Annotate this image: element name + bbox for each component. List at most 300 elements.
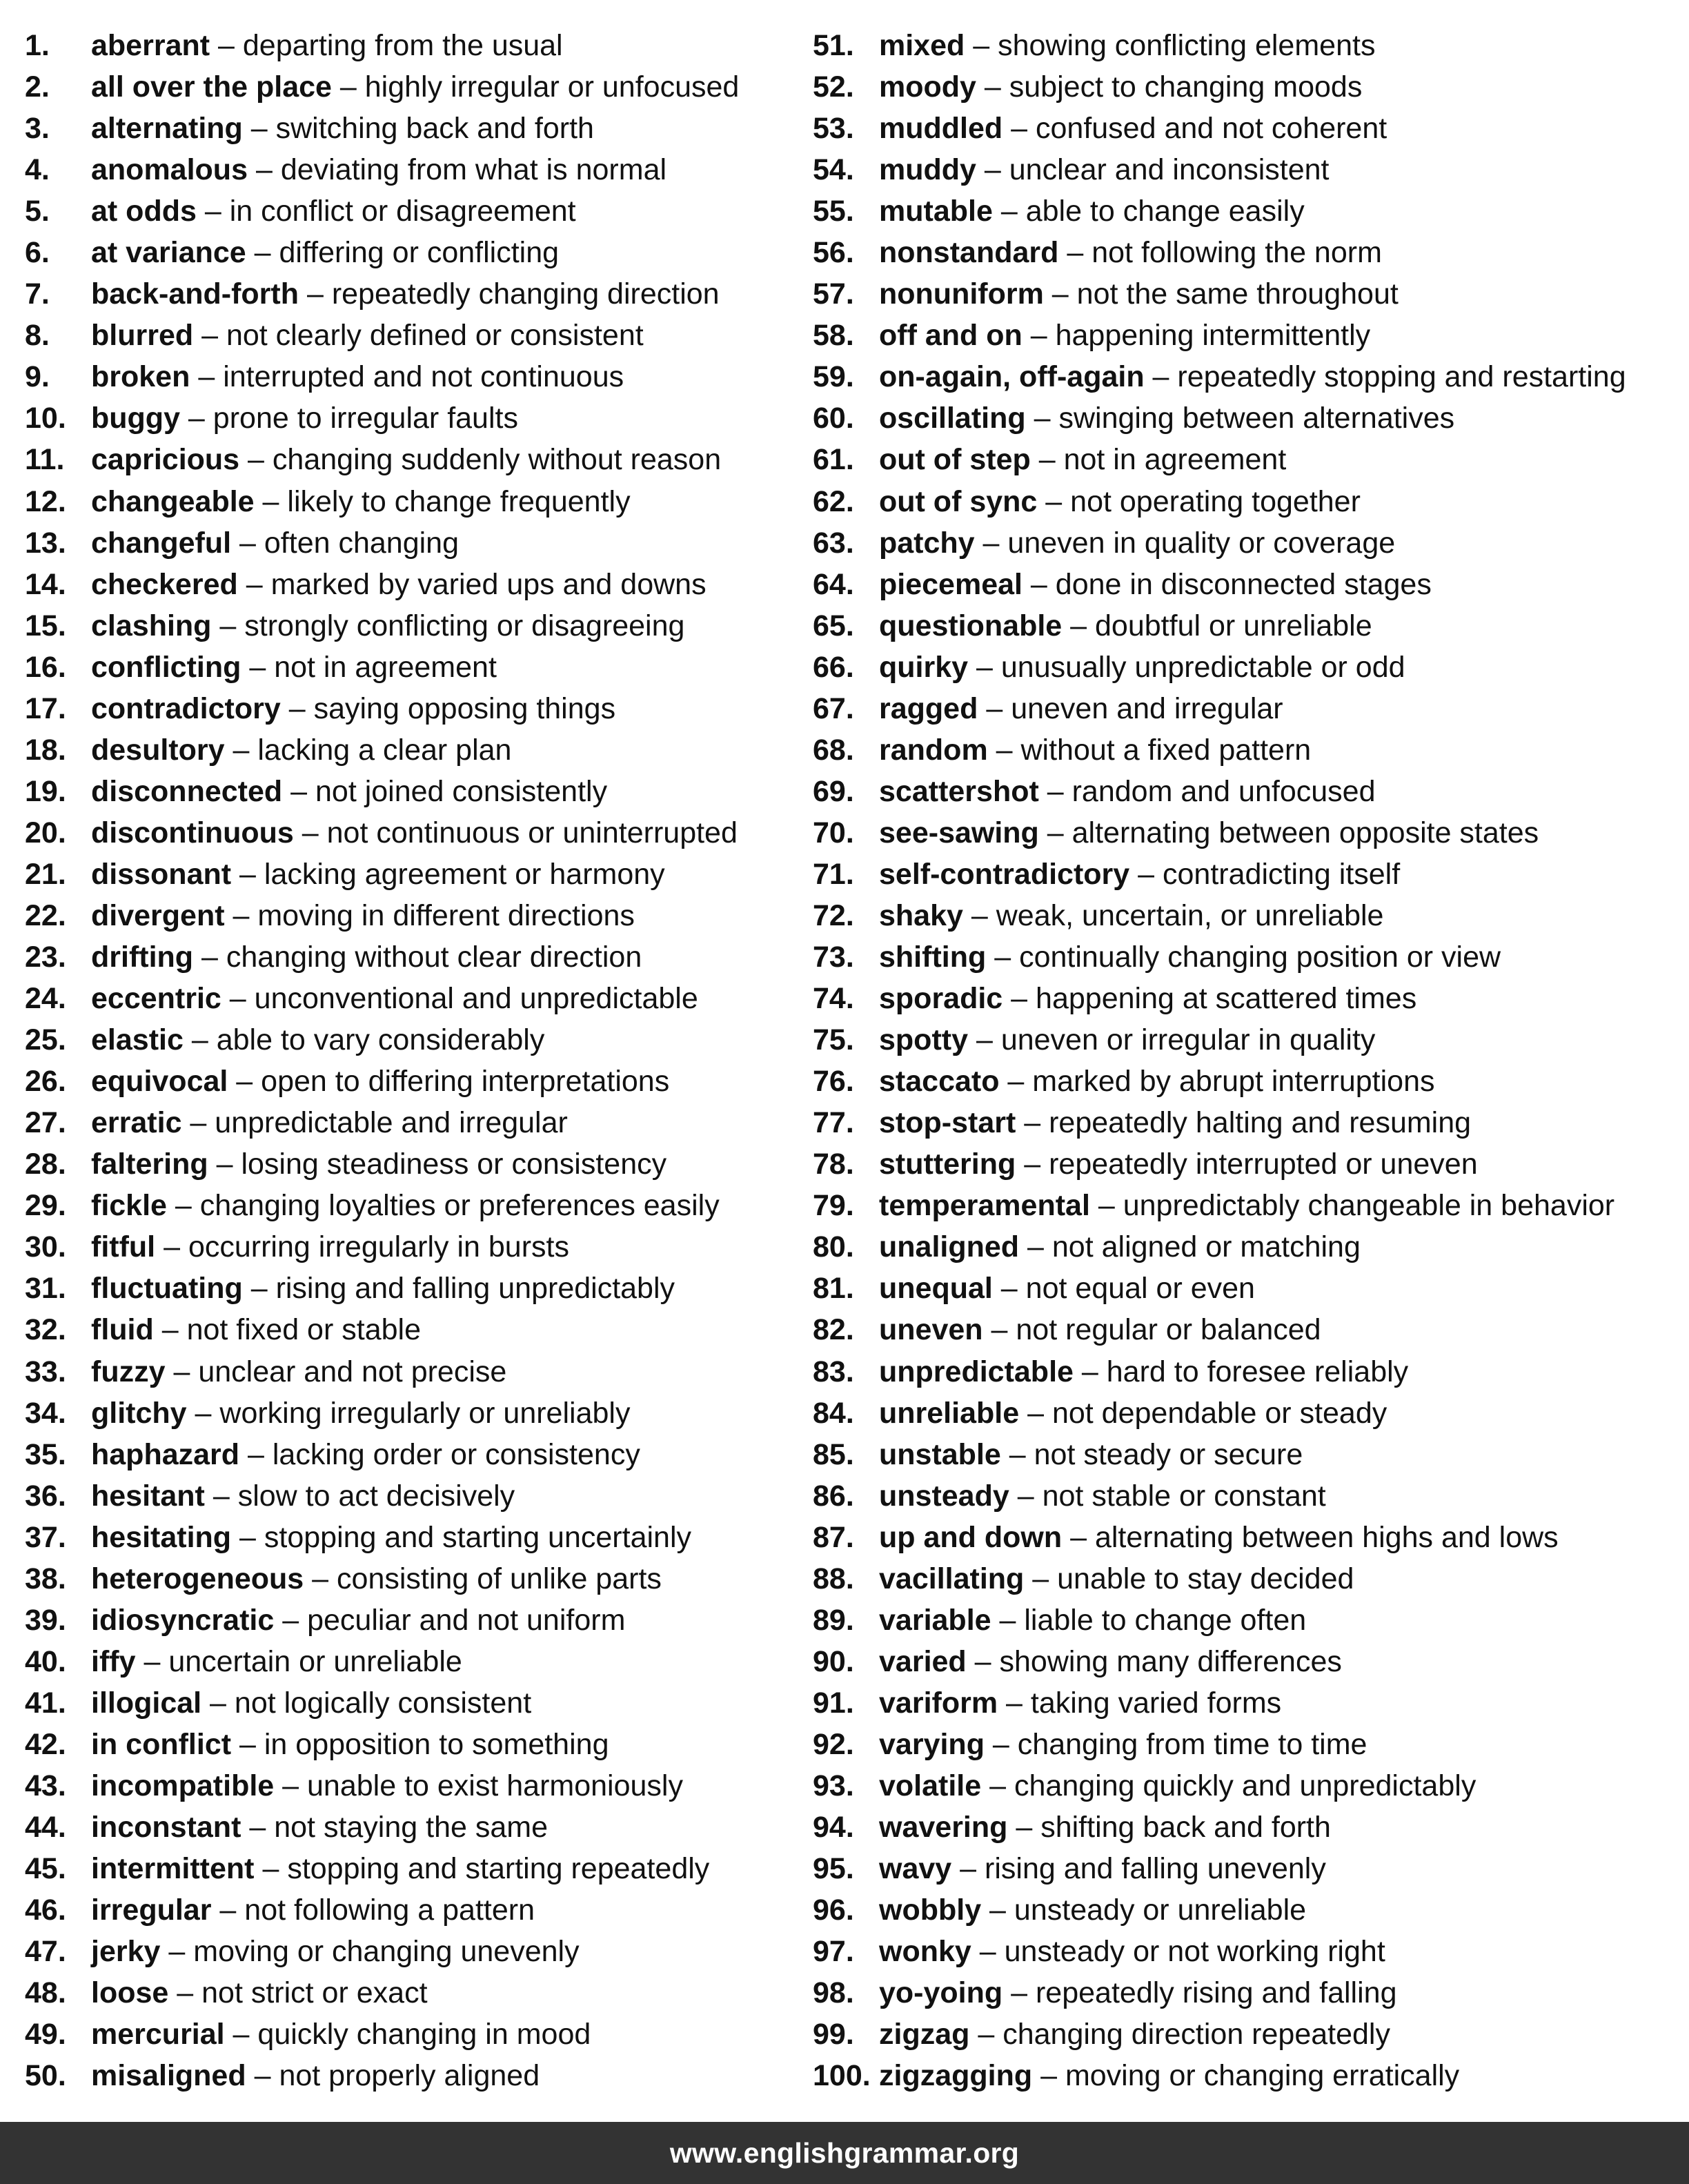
entry-text <box>879 315 1370 356</box>
entry-word: intermittent <box>91 1852 255 1886</box>
entry-definition: not strict or exact <box>201 1976 428 2010</box>
list-item <box>813 356 1683 397</box>
entry-text <box>879 1102 1471 1143</box>
entry-text <box>91 936 642 978</box>
entry-separator: – <box>248 153 281 187</box>
entry-separator: – <box>1043 277 1077 311</box>
entry-word: divergent <box>91 898 225 932</box>
entry-number: 71. <box>813 857 854 891</box>
entry-separator: – <box>242 112 276 146</box>
entry-number: 61. <box>813 443 854 477</box>
entry-word: questionable <box>879 609 1063 642</box>
entry-separator: – <box>1144 360 1178 394</box>
entry-separator: – <box>165 1355 199 1388</box>
entry-separator: – <box>201 1686 235 1720</box>
entry-text <box>879 1393 1387 1434</box>
list-item <box>25 854 804 895</box>
footer-bar <box>0 2122 1689 2184</box>
entry-text <box>91 25 563 66</box>
entry-separator: – <box>1129 857 1163 891</box>
list-item <box>813 108 1683 149</box>
entry-number: 55. <box>813 195 854 228</box>
entry-number: 79. <box>813 1189 854 1223</box>
list-item <box>25 564 804 605</box>
entry-definition: not staying the same <box>274 1811 549 1844</box>
entry-number: 4. <box>25 153 50 187</box>
list-item <box>25 1393 804 1434</box>
entry-text <box>879 1848 1326 1889</box>
list-item <box>25 688 804 729</box>
entry-number: 90. <box>813 1644 854 1678</box>
entry-separator: – <box>282 774 315 808</box>
entry-separator: – <box>991 1603 1025 1637</box>
entry-word: self-contradictory <box>879 857 1130 891</box>
list-item <box>813 1931 1683 1972</box>
entry-definition: unpredictable and irregular <box>215 1106 568 1140</box>
entry-number: 15. <box>25 609 66 642</box>
entry-definition: changing suddenly without reason <box>272 443 722 477</box>
entry-number: 9. <box>25 360 50 394</box>
entry-number: 10. <box>25 402 66 435</box>
entry-word: anomalous <box>91 153 248 187</box>
entry-separator: – <box>971 1935 1005 1969</box>
entry-definition: uneven or irregular in quality <box>1000 1023 1376 1057</box>
entry-number: 81. <box>813 1272 854 1306</box>
entry-text <box>879 1268 1255 1309</box>
list-item <box>813 1848 1683 1889</box>
list-item <box>25 895 804 936</box>
entry-number: 78. <box>813 1148 854 1181</box>
entry-text <box>91 564 707 605</box>
entry-separator: – <box>224 2018 258 2052</box>
footer-website: www.englishgrammar.org <box>669 2136 1020 2169</box>
list-item <box>813 1600 1683 1641</box>
entry-number: 70. <box>813 816 854 849</box>
entry-separator: – <box>211 609 245 642</box>
entry-number: 52. <box>813 70 854 104</box>
entry-definition: happening at scattered times <box>1036 982 1417 1016</box>
entry-text <box>879 1558 1354 1600</box>
entry-number: 60. <box>813 402 854 435</box>
entry-separator: – <box>155 1230 188 1264</box>
list-item <box>25 1682 804 1724</box>
entry-definition: moving or changing unevenly <box>193 1935 580 1969</box>
entry-definition: strongly conflicting or disagreeing <box>244 609 685 642</box>
entry-definition: able to vary considerably <box>216 1023 545 1057</box>
list-item <box>25 273 804 315</box>
entry-separator: – <box>196 195 230 228</box>
list-item <box>25 1102 804 1143</box>
entry-number: 44. <box>25 1811 66 1844</box>
entry-separator: – <box>1002 112 1036 146</box>
entry-number: 64. <box>813 567 854 601</box>
entry-definition: repeatedly changing direction <box>331 277 720 311</box>
entry-number: 98. <box>813 1976 854 2010</box>
entry-text <box>91 1682 531 1724</box>
entry-word: shaky <box>879 898 963 932</box>
list-item <box>813 2014 1683 2055</box>
list-item <box>813 522 1683 564</box>
list-item <box>813 812 1683 854</box>
entry-separator: – <box>1038 816 1072 849</box>
entry-separator: – <box>1022 567 1056 601</box>
list-item <box>813 1351 1683 1393</box>
list-item <box>813 190 1683 232</box>
list-item <box>25 1972 804 2014</box>
entry-text <box>879 2014 1390 2055</box>
entry-definition: saying opposing things <box>313 691 616 725</box>
entry-number: 42. <box>25 1727 66 1761</box>
entry-number: 84. <box>813 1396 854 1430</box>
entry-text <box>879 564 1432 605</box>
entry-word: inconstant <box>91 1811 241 1844</box>
entry-word: fitful <box>91 1230 156 1264</box>
entry-number: 77. <box>813 1106 854 1140</box>
entry-definition: swinging between alternatives <box>1058 402 1455 435</box>
entry-number: 41. <box>25 1686 66 1720</box>
list-item <box>813 936 1683 978</box>
entry-definition: changing loyalties or preferences easily <box>199 1189 720 1223</box>
list-item <box>25 356 804 397</box>
entry-text <box>879 149 1330 190</box>
entry-separator: – <box>1000 1437 1034 1471</box>
entry-word: out of sync <box>879 484 1038 518</box>
entry-word: see-sawing <box>879 816 1039 849</box>
entry-word: mixed <box>879 29 965 62</box>
list-item <box>813 66 1683 108</box>
entry-word: varied <box>879 1644 967 1678</box>
list-item <box>813 1558 1683 1600</box>
list-item <box>25 812 804 854</box>
entry-number: 2. <box>25 70 50 104</box>
entry-word: fluctuating <box>91 1272 243 1306</box>
entry-text <box>879 1475 1326 1517</box>
entry-definition: not in agreement <box>274 650 497 684</box>
list-item <box>813 771 1683 812</box>
entry-definition: showing conflicting elements <box>998 29 1376 62</box>
entry-definition: occurring irregularly in bursts <box>188 1230 569 1264</box>
entry-definition: unsteady or not working right <box>1004 1935 1385 1969</box>
entry-separator: – <box>231 1727 264 1761</box>
entry-number: 35. <box>25 1437 66 1471</box>
entry-text <box>879 605 1372 647</box>
list-item <box>813 1393 1683 1434</box>
entry-number: 12. <box>25 484 66 518</box>
list-item <box>25 1641 804 1682</box>
entry-definition: alternating between highs and lows <box>1094 1520 1559 1554</box>
entry-word: discontinuous <box>91 816 294 849</box>
entry-word: fickle <box>91 1189 167 1223</box>
entry-word: zigzag <box>879 2018 970 2052</box>
list-item <box>813 688 1683 729</box>
entry-text <box>91 1641 462 1682</box>
entry-definition: done in disconnected stages <box>1055 567 1432 601</box>
entry-text <box>879 481 1361 522</box>
entry-number: 32. <box>25 1313 66 1347</box>
entry-separator: – <box>1019 1230 1052 1264</box>
entry-word: desultory <box>91 733 225 767</box>
entry-number: 63. <box>813 526 854 560</box>
entry-definition: consisting of unlike parts <box>337 1562 662 1595</box>
entry-word: off and on <box>879 319 1023 353</box>
list-item <box>813 1641 1683 1682</box>
entry-definition: not clearly defined or consistent <box>226 319 644 353</box>
entry-separator: – <box>1009 1479 1043 1513</box>
list-item <box>25 978 804 1019</box>
list-item <box>813 647 1683 688</box>
entry-definition: in opposition to something <box>264 1727 609 1761</box>
entry-text <box>879 25 1375 66</box>
entry-separator: – <box>969 2018 1003 2052</box>
entry-definition: able to change easily <box>1025 195 1305 228</box>
entry-text <box>91 1558 662 1600</box>
entry-definition: changing quickly and unpredictably <box>1014 1769 1476 1802</box>
list-item <box>25 1351 804 1393</box>
entry-number: 13. <box>25 526 66 560</box>
entry-word: unstable <box>879 1437 1001 1471</box>
entry-word: yo-yoing <box>879 1976 1003 2010</box>
entry-definition: not regular or balanced <box>1016 1313 1321 1347</box>
entry-separator: – <box>224 898 258 932</box>
entry-text <box>91 481 631 522</box>
entry-definition: quickly changing in mood <box>257 2018 591 2052</box>
entry-text <box>879 1019 1375 1061</box>
entry-word: at odds <box>91 195 197 228</box>
entry-text <box>879 1351 1408 1393</box>
entry-text <box>91 1061 669 1102</box>
entry-word: changeful <box>91 526 232 560</box>
entry-word: wavering <box>879 1811 1008 1844</box>
entry-text <box>91 1807 548 1848</box>
entry-number: 46. <box>25 1893 66 1927</box>
entry-definition: highly irregular or unfocused <box>364 70 740 104</box>
list-item <box>813 149 1683 190</box>
entry-text <box>91 66 739 108</box>
entry-definition: changing without clear direction <box>226 941 642 974</box>
list-item <box>813 564 1683 605</box>
entry-word: heterogeneous <box>91 1562 304 1595</box>
entry-definition: lacking agreement or harmony <box>264 857 665 891</box>
entry-definition: repeatedly halting and resuming <box>1049 1106 1472 1140</box>
list-item <box>813 1517 1683 1558</box>
entry-text <box>879 978 1416 1019</box>
entry-definition: happening intermittently <box>1055 319 1371 353</box>
entry-word: back-and-forth <box>91 277 299 311</box>
entry-number: 51. <box>813 29 854 62</box>
entry-separator: – <box>254 484 288 518</box>
entry-text <box>879 1931 1385 1972</box>
entry-separator: – <box>1002 1976 1036 2010</box>
entry-word: unsteady <box>879 1479 1009 1513</box>
entry-word: elastic <box>91 1023 184 1057</box>
entry-number: 1. <box>25 29 50 62</box>
entry-word: eccentric <box>91 982 221 1016</box>
list-item <box>25 1931 804 1972</box>
entry-text <box>879 936 1501 978</box>
entry-separator: – <box>1025 402 1059 435</box>
entry-separator: – <box>981 1893 1014 1927</box>
list-item <box>25 1517 804 1558</box>
list-item <box>25 2055 804 2096</box>
entry-word: variable <box>879 1603 991 1637</box>
entry-text <box>91 1972 428 2014</box>
entry-definition: lacking a clear plan <box>257 733 512 767</box>
list-item <box>25 1848 804 1889</box>
entry-separator: – <box>193 941 226 974</box>
entry-separator: – <box>1058 236 1092 270</box>
entry-word: stuttering <box>879 1148 1016 1181</box>
entry-word: on-again, off-again <box>879 360 1145 394</box>
entry-separator: – <box>962 898 996 932</box>
entry-text <box>91 1475 515 1517</box>
entry-number: 7. <box>25 277 50 311</box>
entry-word: out of step <box>879 443 1031 477</box>
entry-text <box>91 1931 580 1972</box>
entry-word: temperamental <box>879 1189 1090 1223</box>
entry-definition: not following the norm <box>1092 236 1382 270</box>
entry-separator: – <box>1016 1106 1049 1140</box>
entry-number: 56. <box>813 236 854 270</box>
entry-definition: not logically consistent <box>234 1686 532 1720</box>
entry-definition: not dependable or steady <box>1051 1396 1387 1430</box>
entry-separator: – <box>1062 1520 1095 1554</box>
entry-text <box>91 688 615 729</box>
entry-text <box>91 273 720 315</box>
list-item <box>813 1475 1683 1517</box>
entry-word: buggy <box>91 402 180 435</box>
entry-text <box>879 108 1387 149</box>
entry-text <box>91 522 459 564</box>
entry-text <box>879 1434 1303 1475</box>
entry-word: nonstandard <box>879 236 1059 270</box>
entry-definition: not aligned or matching <box>1051 1230 1361 1264</box>
entry-text <box>91 1309 421 1350</box>
entry-definition: not properly aligned <box>279 2059 540 2093</box>
entry-word: capricious <box>91 443 240 477</box>
entry-number: 95. <box>813 1852 854 1886</box>
entry-definition: unconventional and unpredictable <box>254 982 698 1016</box>
entry-word: hesitant <box>91 1479 205 1513</box>
list-item <box>813 1143 1683 1185</box>
entry-definition: doubtful or unreliable <box>1095 609 1372 642</box>
entry-text <box>91 356 624 397</box>
entry-number: 3. <box>25 112 50 146</box>
entry-separator: – <box>1019 1396 1052 1430</box>
list-item <box>813 729 1683 771</box>
entry-definition: deviating from what is normal <box>280 153 667 187</box>
entry-number: 14. <box>25 567 66 601</box>
entry-text <box>91 605 684 647</box>
entry-number: 43. <box>25 1769 66 1802</box>
word-list-column-1 <box>25 25 804 2096</box>
entry-text <box>91 1848 709 1889</box>
list-item <box>813 481 1683 522</box>
entry-word: jerky <box>91 1935 161 1969</box>
list-item <box>813 895 1683 936</box>
entry-number: 28. <box>25 1148 66 1181</box>
entry-definition: unable to stay decided <box>1057 1562 1354 1595</box>
list-item <box>25 190 804 232</box>
entry-separator: – <box>228 1065 261 1099</box>
entry-definition: open to differing interpretations <box>261 1065 670 1099</box>
entry-separator: – <box>1022 319 1056 353</box>
entry-separator: – <box>986 941 1020 974</box>
list-item <box>813 1268 1683 1309</box>
entry-definition: interrupted and not continuous <box>223 360 624 394</box>
entry-separator: – <box>304 1562 337 1595</box>
list-item <box>25 481 804 522</box>
entry-word: faltering <box>91 1148 208 1181</box>
entry-number: 27. <box>25 1106 66 1140</box>
entry-text <box>91 854 665 895</box>
entry-word: drifting <box>91 941 194 974</box>
entry-word: changeable <box>91 484 255 518</box>
entry-text <box>91 439 721 480</box>
entry-definition: not in agreement <box>1063 443 1287 477</box>
entry-word: misaligned <box>91 2059 246 2093</box>
entry-text <box>91 1393 630 1434</box>
entry-separator: – <box>135 1644 169 1678</box>
list-item <box>813 1102 1683 1143</box>
entry-text <box>91 397 518 439</box>
entry-definition: alternating between opposite states <box>1071 816 1539 849</box>
entry-text <box>879 854 1400 895</box>
entry-separator: – <box>231 1520 264 1554</box>
entry-definition: not fixed or stable <box>186 1313 421 1347</box>
entry-separator: – <box>204 1479 238 1513</box>
entry-separator: – <box>1030 443 1064 477</box>
entry-number: 38. <box>25 1562 66 1595</box>
list-item <box>25 1019 804 1061</box>
entry-definition: unclear and inconsistent <box>1009 153 1330 187</box>
entry-separator: – <box>241 1811 275 1844</box>
entry-text <box>91 2055 540 2096</box>
entry-separator: – <box>998 1686 1031 1720</box>
list-item <box>813 2055 1683 2096</box>
entry-number: 58. <box>813 319 854 353</box>
entry-text <box>91 2014 591 2055</box>
entry-word: spotty <box>879 1023 968 1057</box>
entry-word: fuzzy <box>91 1355 166 1388</box>
entry-word: conflicting <box>91 650 241 684</box>
list-item <box>813 605 1683 647</box>
entry-number: 75. <box>813 1023 854 1057</box>
entry-number: 89. <box>813 1603 854 1637</box>
entry-word: staccato <box>879 1065 1000 1099</box>
entry-definition: not equal or even <box>1025 1272 1255 1306</box>
entry-separator: – <box>190 360 224 394</box>
entry-text <box>91 1185 720 1226</box>
entry-definition: in conflict or disagreement <box>229 195 576 228</box>
entry-definition: unusually unpredictable or odd <box>1000 650 1405 684</box>
entry-text <box>879 190 1305 232</box>
entry-text <box>879 1724 1367 1765</box>
entry-number: 62. <box>813 484 854 518</box>
entry-definition: uneven and irregular <box>1011 691 1283 725</box>
entry-number: 96. <box>813 1893 854 1927</box>
entry-definition: stopping and starting repeatedly <box>287 1852 710 1886</box>
list-item <box>25 1185 804 1226</box>
entry-definition: stopping and starting uncertainly <box>264 1520 692 1554</box>
entry-separator: – <box>299 277 332 311</box>
list-item <box>813 1765 1683 1807</box>
entry-word: patchy <box>879 526 975 560</box>
entry-separator: – <box>951 1852 985 1886</box>
entry-definition: not the same throughout <box>1076 277 1399 311</box>
entry-text <box>879 2055 1459 2096</box>
entry-separator: – <box>221 982 255 1016</box>
entry-separator: – <box>160 1935 194 1969</box>
